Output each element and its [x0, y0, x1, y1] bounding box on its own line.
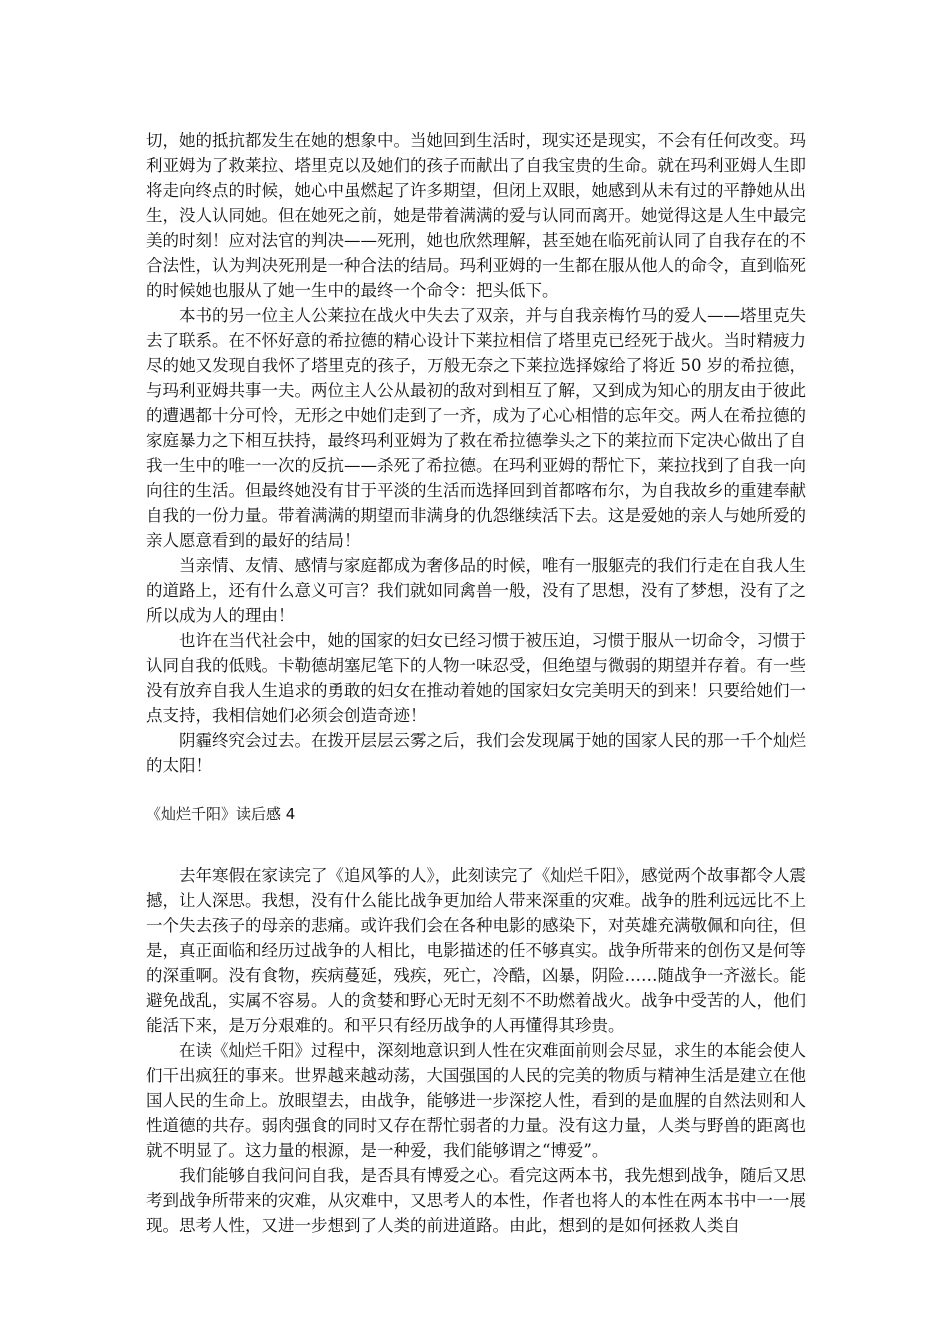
- section-heading: 《灿烂千阳》读后感 4: [146, 805, 296, 823]
- paragraph-continued: 切，她的抵抗都发生在她的想象中。当她回到生活时，现实还是现实，不会有任何改变。玛利亚姆为了救莱拉、塔里克以及她们的孩子而献出了自我宝贵的生命。就在玛利亚姆人生即将走向终点的时候，她心中虽燃起了许多期望，但闭上双眼，她感到从未有过的平静她从出生，没人认同她。但在她死之前，她是带着满满的爱与认同而离开。她觉得这是人生中最完美的时刻！应对法官的判决——死刑，她也欣然理解，甚至她在临死前认同了自我存在的不合法性，认为判决死刑是一种合法的结局。玛利亚姆的一生都在服从他人的命令，直到临死的时候她也服从了她一生中的最终一个命令：把头低下。: [146, 131, 806, 300]
- spacer: [146, 827, 806, 863]
- paragraph: 当亲情、友情、感情与家庭都成为奢侈品的时候，唯有一服躯壳的我们行走在自我人生的道路上，还有什么意义可言？我们就如同禽兽一般，没有了思想，没有了梦想，没有了之所以成为人的理由！: [146, 556, 806, 625]
- paragraph: 本书的另一位主人公莱拉在战火中失去了双亲，并与自我亲梅竹马的爱人——塔里克失去了联系。在不怀好意的希拉德的精心设计下莱拉相信了塔里克已经死于战火。当时精疲力尽的她又发现自我怀了塔里克的孩子，万般无奈之下莱拉选择嫁给了将近 50 岁的希拉德，与玛利亚姆共事一夫。两位主人公从最初的敌对到相互了解，又到成为知心的朋友由于彼此的遭遇都十分可怜，无形之中她们走到了一齐，成为了心心相惜的忘年交。两人在希拉德的家庭暴力之下相互扶持，最终玛利亚姆为了救在希拉德拳头之下的莱拉而下定决心做出了自我一生中的唯一一次的反抗——杀死了希拉德。在玛利亚姆的帮忙下，莱拉找到了自我一向向往的生活。但最终她没有甘于平淡的生活而选择回到首都喀布尔，为自我故乡的重建奉献自我的一份力量。带着满满的期望而非满身的仇怨继续活下去。这是爱她的亲人与她所爱的亲人愿意看到的最好的结局！: [146, 306, 806, 550]
- paragraph: 也许在当代社会中，她的国家的妇女已经习惯于被压迫，习惯于服从一切命令，习惯于认同自我的低贱。卡勒德胡塞尼笔下的人物一味忍受，但绝望与微弱的期望并存着。有一些没有放弃自我人生追求的勇敢的妇女在推动着她的国家妇女完美明天的到来！只要给她们一点支持，我相信她们必须会创造奇迹！: [146, 631, 806, 725]
- paragraph: 阴霾终究会过去。在拨开层层云雾之后，我们会发现属于她的国家人民的那一千个灿烂的太阳！: [146, 731, 806, 775]
- paragraph: 去年寒假在家读完了《追风筝的人》，此刻读完了《灿烂千阳》，感觉两个故事都令人震撼，让人深思。我想，没有什么能比战争更加给人带来深重的灾难。战争的胜利远远比不上一个失去孩子的母亲的悲痛。或许我们会在各种电影的感染下，对英雄充满敬佩和向往，但是，真正面临和经历过战争的人相比，电影描述的任不够真实。战争所带来的创伤又是何等的深重啊。没有食物，疾病蔓延，残疾，死亡，冷酷，凶暴，阴险……随战争一齐滋长。能避免战乱，实属不容易。人的贪婪和野心无时无刻不不助燃着战火。战争中受苦的人，他们能活下来，是万分艰难的。和平只有经历战争的人再懂得其珍贵。: [146, 866, 806, 1035]
- document-page: [146, 128, 806, 1238]
- paragraph: 在读《灿烂千阳》过程中，深刻地意识到人性在灾难面前则会尽显，求生的本能会使人们干出疯狂的事来。世界越来越动荡，大国强国的人民的完美的物质与精神生活是建立在他国人民的生命上。放眼望去，由战争，能够进一步深挖人性，看到的是血腥的自然法则和人性道德的共存。弱肉强食的同时又存在帮忙弱者的力量。没有这力量，人类与野兽的距离也就不明显了。这力量的根源，是一种爱，我们能够谓之“博爱”。: [146, 1041, 806, 1160]
- paragraph: 我们能够自我问问自我，是否具有博爱之心。看完这两本书，我先想到战争，随后又思考到战争所带来的灾难，从灾难中，又思考人的本性，作者也将人的本性在两本书中一一展现。思考人性，又进一步想到了人类的前进道路。由此，想到的是如何拯救人类自: [146, 1166, 806, 1235]
